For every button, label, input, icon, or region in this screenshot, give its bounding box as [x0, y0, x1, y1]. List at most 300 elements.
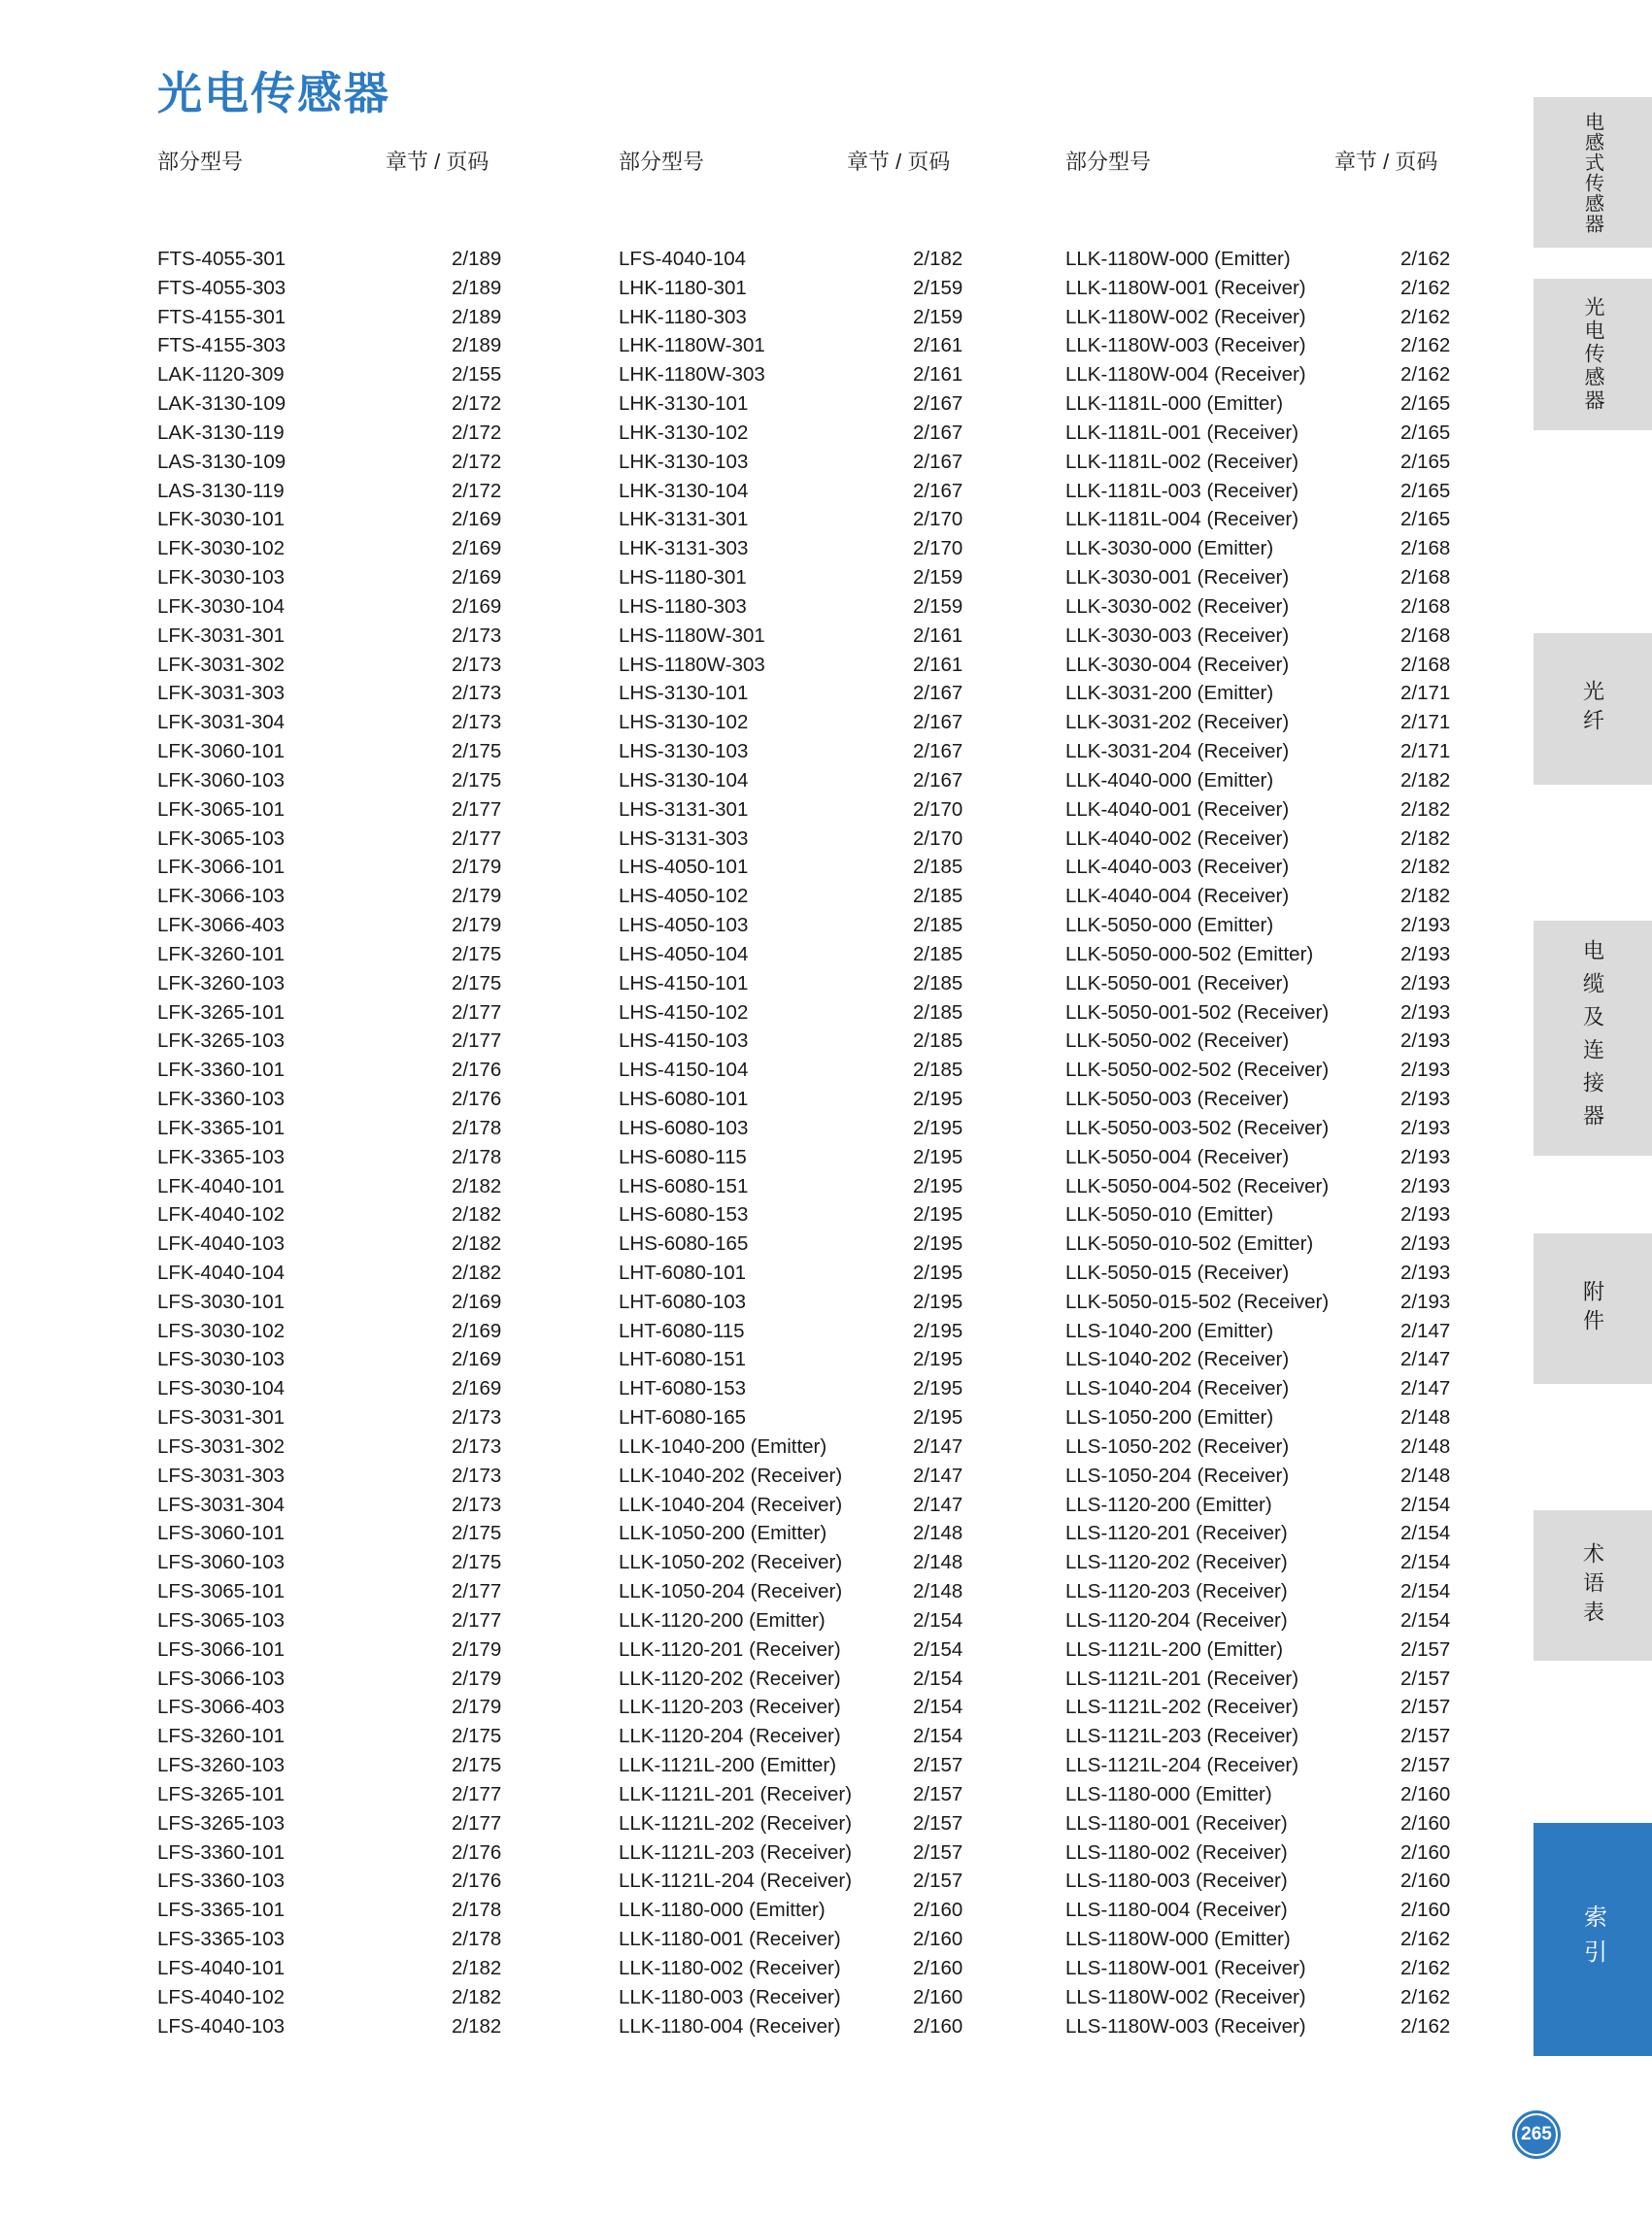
part-number: LHS-3131-301: [619, 797, 749, 821]
part-number: LFK-3066-103: [157, 885, 286, 908]
part-number: LLK-1180-000 (Emitter): [619, 1899, 826, 1922]
chapter-page: 2/178: [452, 1899, 502, 1922]
part-number: LLS-1180W-003 (Receiver): [1065, 2014, 1306, 2038]
table-row: [1065, 303, 1488, 332]
table-row: [157, 1751, 539, 1780]
part-number: LHS-1180-303: [619, 594, 747, 618]
part-number: LFK-3060-103: [157, 768, 286, 792]
table-row: [157, 448, 539, 477]
table-row: [157, 1056, 539, 1085]
part-number: LFS-3060-101: [157, 1522, 286, 1545]
part-number: LLS-1180-000 (Emitter): [1065, 1782, 1272, 1805]
chapter-page: 2/148: [913, 1522, 963, 1545]
part-number: LLK-1120-200 (Emitter): [619, 1608, 826, 1632]
part-number: LFS-4040-103: [157, 2014, 286, 2038]
table-row: [1065, 1056, 1488, 1085]
chapter-page: 2/154: [913, 1725, 963, 1748]
chapter-page: 2/168: [1400, 537, 1451, 560]
chapter-page: 2/182: [1400, 797, 1451, 821]
chapter-page: 2/167: [913, 421, 963, 444]
part-number: LFS-3365-101: [157, 1899, 286, 1922]
chapter-page: 2/189: [452, 248, 502, 270]
part-number: LLK-5050-003-502 (Receiver): [1065, 1116, 1330, 1139]
tab-accessories[interactable]: [1534, 1233, 1652, 1384]
chapter-page: 2/193: [1400, 1059, 1451, 1082]
chapter-page: 2/182: [1400, 856, 1451, 879]
chapter-page: 2/167: [913, 740, 963, 763]
part-number: LFS-3030-103: [157, 1348, 286, 1371]
table-row: [1065, 651, 1488, 680]
part-number: LHS-3130-104: [619, 768, 749, 792]
table-row: [157, 853, 539, 882]
chapter-page: 2/178: [452, 1928, 502, 1951]
table-row: [157, 360, 539, 389]
part-number: LLK-1180-004 (Receiver): [619, 2014, 841, 2038]
part-number: LFS-3030-104: [157, 1377, 286, 1400]
chapter-page: 2/165: [1400, 450, 1451, 473]
part-number: LLK-1120-204 (Receiver): [619, 1725, 841, 1748]
table-row: [619, 1925, 1000, 1954]
table-row: [1065, 477, 1488, 506]
table-row: [157, 825, 539, 854]
chapter-page: 2/175: [452, 971, 502, 995]
chapter-page: 2/169: [452, 508, 502, 531]
chapter-page: 2/148: [913, 1580, 963, 1603]
part-number: LHK-1180W-303: [619, 363, 765, 387]
part-number: LFS-3031-302: [157, 1434, 286, 1458]
table-row: [619, 1027, 1000, 1056]
part-number: LHS-1180W-301: [619, 624, 765, 647]
chapter-page: 2/157: [1400, 1725, 1451, 1748]
table-row: [157, 1288, 539, 1317]
part-number: LLS-1120-201 (Receiver): [1065, 1522, 1288, 1545]
table-row: [157, 1403, 539, 1433]
table-row: [1065, 882, 1488, 911]
chapter-page: 2/160: [1400, 1870, 1451, 1893]
part-number: LHS-6080-103: [619, 1116, 749, 1139]
chapter-page: 2/195: [913, 1348, 963, 1371]
table-row: [157, 1780, 539, 1809]
chapter-page: 2/193: [1400, 1116, 1451, 1139]
chapter-page: 2/157: [913, 1811, 963, 1835]
chapter-page: 2/148: [1400, 1406, 1451, 1430]
table-row: [1065, 1722, 1488, 1751]
chapter-page: 2/172: [452, 421, 502, 444]
part-number: LFS-3265-103: [157, 1811, 286, 1835]
table-row: [1065, 1519, 1488, 1548]
table-row: [619, 1259, 1000, 1288]
part-number: LLS-1180-002 (Receiver): [1065, 1840, 1288, 1864]
part-number: LLK-3030-000 (Emitter): [1065, 537, 1274, 560]
table-row: [157, 477, 539, 506]
table-row: [1065, 1867, 1488, 1896]
table-row: [157, 911, 539, 940]
part-number: LLK-1181L-001 (Receiver): [1065, 421, 1299, 444]
chapter-page: 2/172: [452, 392, 502, 416]
table-row: [619, 853, 1000, 882]
part-number: LLK-1050-200 (Emitter): [619, 1522, 827, 1545]
table-row: [157, 679, 539, 708]
part-number: LHS-4050-104: [619, 942, 749, 965]
chapter-page: 2/170: [913, 508, 963, 531]
table-row: [619, 360, 1000, 389]
chapter-page: 2/182: [452, 1203, 502, 1227]
chapter-page: 2/157: [913, 1870, 963, 1893]
part-number: LHT-6080-115: [619, 1319, 745, 1342]
chapter-page: 2/195: [913, 1145, 963, 1168]
table-row: [1065, 331, 1488, 360]
tab-photoelectric-sensors[interactable]: [1534, 279, 1652, 430]
chapter-page: 2/162: [1400, 363, 1451, 387]
chapter-page: 2/161: [913, 363, 963, 387]
chapter-page: 2/173: [452, 682, 502, 705]
part-number: LFS-3031-304: [157, 1493, 286, 1516]
table-row: [1065, 969, 1488, 998]
chapter-page: 2/161: [913, 334, 963, 357]
part-number: LFS-3360-103: [157, 1870, 286, 1893]
part-number: LHS-3130-101: [619, 682, 749, 705]
part-number: LLK-3031-200 (Emitter): [1065, 682, 1274, 705]
table-row: [157, 1085, 539, 1114]
part-number: LFK-3031-301: [157, 624, 286, 647]
chapter-page: 2/193: [1400, 1203, 1451, 1227]
chapter-page: 2/173: [452, 1464, 502, 1487]
part-number: LHT-6080-101: [619, 1261, 747, 1284]
part-number: LHT-6080-103: [619, 1290, 747, 1313]
chapter-page: 2/162: [1400, 1985, 1451, 2008]
chapter-page: 2/178: [452, 1116, 502, 1139]
part-number: LFK-3265-103: [157, 1029, 286, 1053]
part-number: LLK-3030-003 (Receiver): [1065, 624, 1290, 647]
table-row: [1065, 1230, 1488, 1259]
chapter-page: 2/185: [913, 942, 963, 965]
part-number: LLK-5050-004 (Receiver): [1065, 1145, 1290, 1168]
table-row: [157, 2012, 539, 2041]
chapter-page: 2/160: [913, 1985, 963, 2008]
chapter-page: 2/154: [913, 1667, 963, 1690]
table-row: [157, 651, 539, 680]
part-number: LLK-1121L-201 (Receiver): [619, 1782, 853, 1805]
chapter-page: 2/175: [452, 740, 502, 763]
tab-label: 术语表: [1580, 1541, 1605, 1630]
part-number: LLK-1180W-001 (Receiver): [1065, 276, 1306, 299]
part-number: LFS-3031-301: [157, 1406, 286, 1430]
chapter-page: 2/170: [913, 537, 963, 560]
part-number: LLS-1120-202 (Receiver): [1065, 1551, 1288, 1574]
table-row: [619, 1200, 1000, 1230]
table-row: [1065, 1693, 1488, 1722]
table-row: [619, 882, 1000, 911]
part-number: LFS-4040-104: [619, 248, 747, 270]
chapter-page: 2/147: [1400, 1319, 1451, 1342]
part-number: LHS-3131-303: [619, 826, 749, 850]
column-header-part: 部分型号: [1065, 150, 1152, 174]
chapter-page: 2/157: [913, 1782, 963, 1805]
table-row: [157, 622, 539, 651]
part-number: LFK-3260-101: [157, 942, 286, 965]
table-row: [157, 1027, 539, 1056]
chapter-page: 2/176: [452, 1870, 502, 1893]
part-number: LFS-4040-101: [157, 1956, 286, 1979]
chapter-page: 2/179: [452, 1696, 502, 1719]
table-row: [157, 737, 539, 766]
part-number: LHK-1180-303: [619, 305, 747, 328]
chapter-page: 2/168: [1400, 594, 1451, 618]
chapter-page: 2/175: [452, 1551, 502, 1574]
chapter-page: 2/167: [913, 711, 963, 734]
chapter-page: 2/168: [1400, 653, 1451, 676]
column-header-page: 章节 / 页码: [386, 150, 489, 174]
table-row: [1065, 1983, 1488, 2012]
chapter-page: 2/159: [913, 276, 963, 299]
chapter-page: 2/193: [1400, 1145, 1451, 1168]
part-number: LLS-1180W-002 (Receiver): [1065, 1985, 1306, 2008]
table-row: [157, 331, 539, 360]
tab-glossary[interactable]: [1534, 1510, 1652, 1661]
table-row: [1065, 1954, 1488, 1983]
chapter-page: 2/162: [1400, 305, 1451, 328]
chapter-page: 2/177: [452, 1811, 502, 1835]
chapter-page: 2/160: [1400, 1811, 1451, 1835]
part-number: LHS-6080-165: [619, 1232, 749, 1256]
part-number: LLK-5050-002-502 (Receiver): [1065, 1059, 1330, 1082]
column-header-page: 章节 / 页码: [1334, 150, 1438, 174]
part-number: LLS-1180-001 (Receiver): [1065, 1811, 1288, 1835]
part-number: LLK-1180W-002 (Receiver): [1065, 305, 1306, 328]
part-number: LLK-1181L-003 (Receiver): [1065, 479, 1299, 502]
chapter-page: 2/193: [1400, 1174, 1451, 1197]
table-row: [619, 448, 1000, 477]
chapter-page: 2/195: [913, 1377, 963, 1400]
tab-inductive-sensors[interactable]: [1534, 97, 1652, 248]
table-row: [1065, 419, 1488, 448]
part-number: LFK-3260-103: [157, 971, 286, 995]
part-number: LLS-1040-202 (Receiver): [1065, 1348, 1290, 1371]
part-number: LFK-3066-101: [157, 856, 286, 879]
part-number: LLK-1121L-203 (Receiver): [619, 1840, 853, 1864]
chapter-page: 2/195: [913, 1319, 963, 1342]
table-row: [157, 534, 539, 563]
chapter-page: 2/195: [913, 1116, 963, 1139]
tab-index-active[interactable]: [1534, 1823, 1652, 2056]
part-number: LHS-4150-102: [619, 1000, 749, 1024]
table-row: [1065, 534, 1488, 563]
part-number: LFS-3065-101: [157, 1580, 286, 1603]
table-row: [157, 1954, 539, 1983]
part-number: LHS-4150-104: [619, 1059, 749, 1082]
chapter-page: 2/161: [913, 653, 963, 676]
part-number: LLK-1040-204 (Receiver): [619, 1493, 843, 1516]
part-number: LFS-3360-101: [157, 1840, 286, 1864]
table-row: [619, 1114, 1000, 1143]
part-number: LFK-3031-304: [157, 711, 286, 734]
tab-label: 附件: [1580, 1279, 1605, 1338]
part-number: FTS-4055-303: [157, 276, 287, 299]
part-number: LHT-6080-151: [619, 1348, 747, 1371]
table-row: [1065, 1462, 1488, 1491]
chapter-page: 2/173: [452, 711, 502, 734]
chapter-page: 2/148: [1400, 1434, 1451, 1458]
chapter-page: 2/193: [1400, 942, 1451, 965]
row-list: [619, 245, 1000, 2040]
chapter-page: 2/175: [452, 1754, 502, 1777]
chapter-page: 2/169: [452, 594, 502, 618]
part-number: LLS-1180W-000 (Emitter): [1065, 1928, 1291, 1951]
table-row: [1065, 708, 1488, 737]
chapter-page: 2/160: [913, 1899, 963, 1922]
part-number: LFK-4040-104: [157, 1261, 286, 1284]
chapter-page: 2/185: [913, 1059, 963, 1082]
chapter-page: 2/185: [913, 856, 963, 879]
part-number: LFS-3066-101: [157, 1637, 286, 1661]
tab-fiber-optics[interactable]: [1534, 633, 1652, 785]
table-row: [619, 1491, 1000, 1520]
part-number: LFK-4040-102: [157, 1203, 286, 1227]
part-number: LHS-6080-151: [619, 1174, 749, 1197]
table-row: [1065, 1606, 1488, 1635]
chapter-page: 2/165: [1400, 392, 1451, 416]
chapter-page: 2/189: [452, 276, 502, 299]
chapter-page: 2/165: [1400, 508, 1451, 531]
part-number: LFK-3066-403: [157, 914, 286, 937]
chapter-page: 2/176: [452, 1088, 502, 1111]
part-number: LLK-4040-001 (Receiver): [1065, 797, 1290, 821]
chapter-page: 2/175: [452, 1522, 502, 1545]
part-number: LLS-1121L-202 (Receiver): [1065, 1696, 1299, 1719]
part-number: FTS-4155-303: [157, 334, 287, 357]
table-row: [157, 1114, 539, 1143]
table-row: [157, 245, 539, 274]
table-row: [619, 708, 1000, 737]
table-row: [1065, 1838, 1488, 1868]
table-row: [1065, 1780, 1488, 1809]
part-number: LAK-1120-309: [157, 363, 285, 387]
chapter-page: 2/185: [913, 971, 963, 995]
part-number: LFK-3065-103: [157, 826, 286, 850]
chapter-page: 2/167: [913, 450, 963, 473]
chapter-page: 2/177: [452, 1029, 502, 1053]
chapter-page: 2/179: [452, 856, 502, 879]
chapter-page: 2/193: [1400, 1290, 1451, 1313]
chapter-page: 2/154: [1400, 1580, 1451, 1603]
chapter-page: 2/168: [1400, 566, 1451, 590]
part-number: LLK-3031-202 (Receiver): [1065, 711, 1290, 734]
part-number: LLK-3030-001 (Receiver): [1065, 566, 1290, 590]
row-list: [1065, 245, 1488, 2040]
chapter-page: 2/154: [913, 1696, 963, 1719]
table-row: [619, 1838, 1000, 1868]
chapter-page: 2/147: [913, 1434, 963, 1458]
table-row: [1065, 389, 1488, 419]
table-row: [157, 274, 539, 303]
chapter-page: 2/169: [452, 1377, 502, 1400]
part-number: LLK-5050-001-502 (Receiver): [1065, 1000, 1330, 1024]
part-number: LHS-3130-102: [619, 711, 749, 734]
table-row: [619, 389, 1000, 419]
table-row: [619, 911, 1000, 940]
part-number: LFS-3065-103: [157, 1608, 286, 1632]
table-row: [619, 1665, 1000, 1694]
table-row: [1065, 622, 1488, 651]
part-number: LLK-1180-003 (Receiver): [619, 1985, 841, 2008]
table-row: [619, 2012, 1000, 2041]
table-row: [157, 1374, 539, 1403]
part-number: LLK-1121L-200 (Emitter): [619, 1754, 837, 1777]
table-row: [619, 737, 1000, 766]
table-row: [619, 1780, 1000, 1809]
chapter-page: 2/176: [452, 1059, 502, 1082]
chapter-page: 2/160: [913, 2014, 963, 2038]
part-number: LFS-3260-101: [157, 1725, 286, 1748]
table-row: [619, 1896, 1000, 1925]
part-number: LLK-5050-000-502 (Emitter): [1065, 942, 1314, 965]
part-number: LFK-3030-104: [157, 594, 286, 618]
tab-label: 电感式传感器: [1581, 111, 1603, 234]
part-number: LLK-1180-002 (Receiver): [619, 1956, 841, 1979]
part-number: LFK-3030-103: [157, 566, 286, 590]
chapter-page: 2/160: [1400, 1782, 1451, 1805]
table-row: [619, 1056, 1000, 1085]
table-row: [1065, 737, 1488, 766]
table-row: [1065, 274, 1488, 303]
part-number: LHS-4050-102: [619, 885, 749, 908]
table-row: [1065, 245, 1488, 274]
chapter-page: 2/171: [1400, 740, 1451, 763]
part-number: LHK-1180W-301: [619, 334, 765, 357]
table-row: [1065, 1403, 1488, 1433]
part-number: LLS-1050-204 (Receiver): [1065, 1464, 1290, 1487]
page-title: 光电传感器: [157, 68, 390, 118]
part-number: LLK-1181L-004 (Receiver): [1065, 508, 1299, 531]
part-number: LLK-5050-010 (Emitter): [1065, 1203, 1274, 1227]
table-row: [1065, 1548, 1488, 1577]
table-row: [1065, 1200, 1488, 1230]
table-row: [1065, 1143, 1488, 1172]
chapter-page: 2/154: [1400, 1522, 1451, 1545]
table-row: [1065, 563, 1488, 592]
chapter-page: 2/179: [452, 1667, 502, 1690]
table-row: [157, 1838, 539, 1868]
table-row: [157, 1317, 539, 1346]
chapter-page: 2/157: [913, 1840, 963, 1864]
table-row: [1065, 940, 1488, 969]
chapter-page: 2/195: [913, 1203, 963, 1227]
table-row: [157, 1635, 539, 1665]
tab-cables-connectors[interactable]: [1534, 921, 1652, 1156]
part-number: LFS-3031-303: [157, 1464, 286, 1487]
part-number: LAS-3130-109: [157, 450, 287, 473]
part-number: LFK-3030-102: [157, 537, 286, 560]
chapter-page: 2/182: [1400, 885, 1451, 908]
chapter-page: 2/157: [1400, 1754, 1451, 1777]
chapter-page: 2/169: [452, 1348, 502, 1371]
table-row: [157, 1665, 539, 1694]
part-number: FTS-4055-301: [157, 248, 287, 270]
part-number: LLS-1040-200 (Emitter): [1065, 1319, 1274, 1342]
table-row: [619, 1462, 1000, 1491]
part-number: LLK-5050-000 (Emitter): [1065, 914, 1274, 937]
chapter-page: 2/177: [452, 1580, 502, 1603]
table-row: [619, 1317, 1000, 1346]
table-row: [157, 1809, 539, 1838]
table-row: [157, 1143, 539, 1172]
part-number: LHT-6080-165: [619, 1406, 747, 1430]
chapter-page: 2/168: [1400, 624, 1451, 647]
chapter-page: 2/169: [452, 537, 502, 560]
chapter-page: 2/182: [452, 1261, 502, 1284]
part-number: LHK-3131-301: [619, 508, 749, 531]
table-row: [1065, 1317, 1488, 1346]
